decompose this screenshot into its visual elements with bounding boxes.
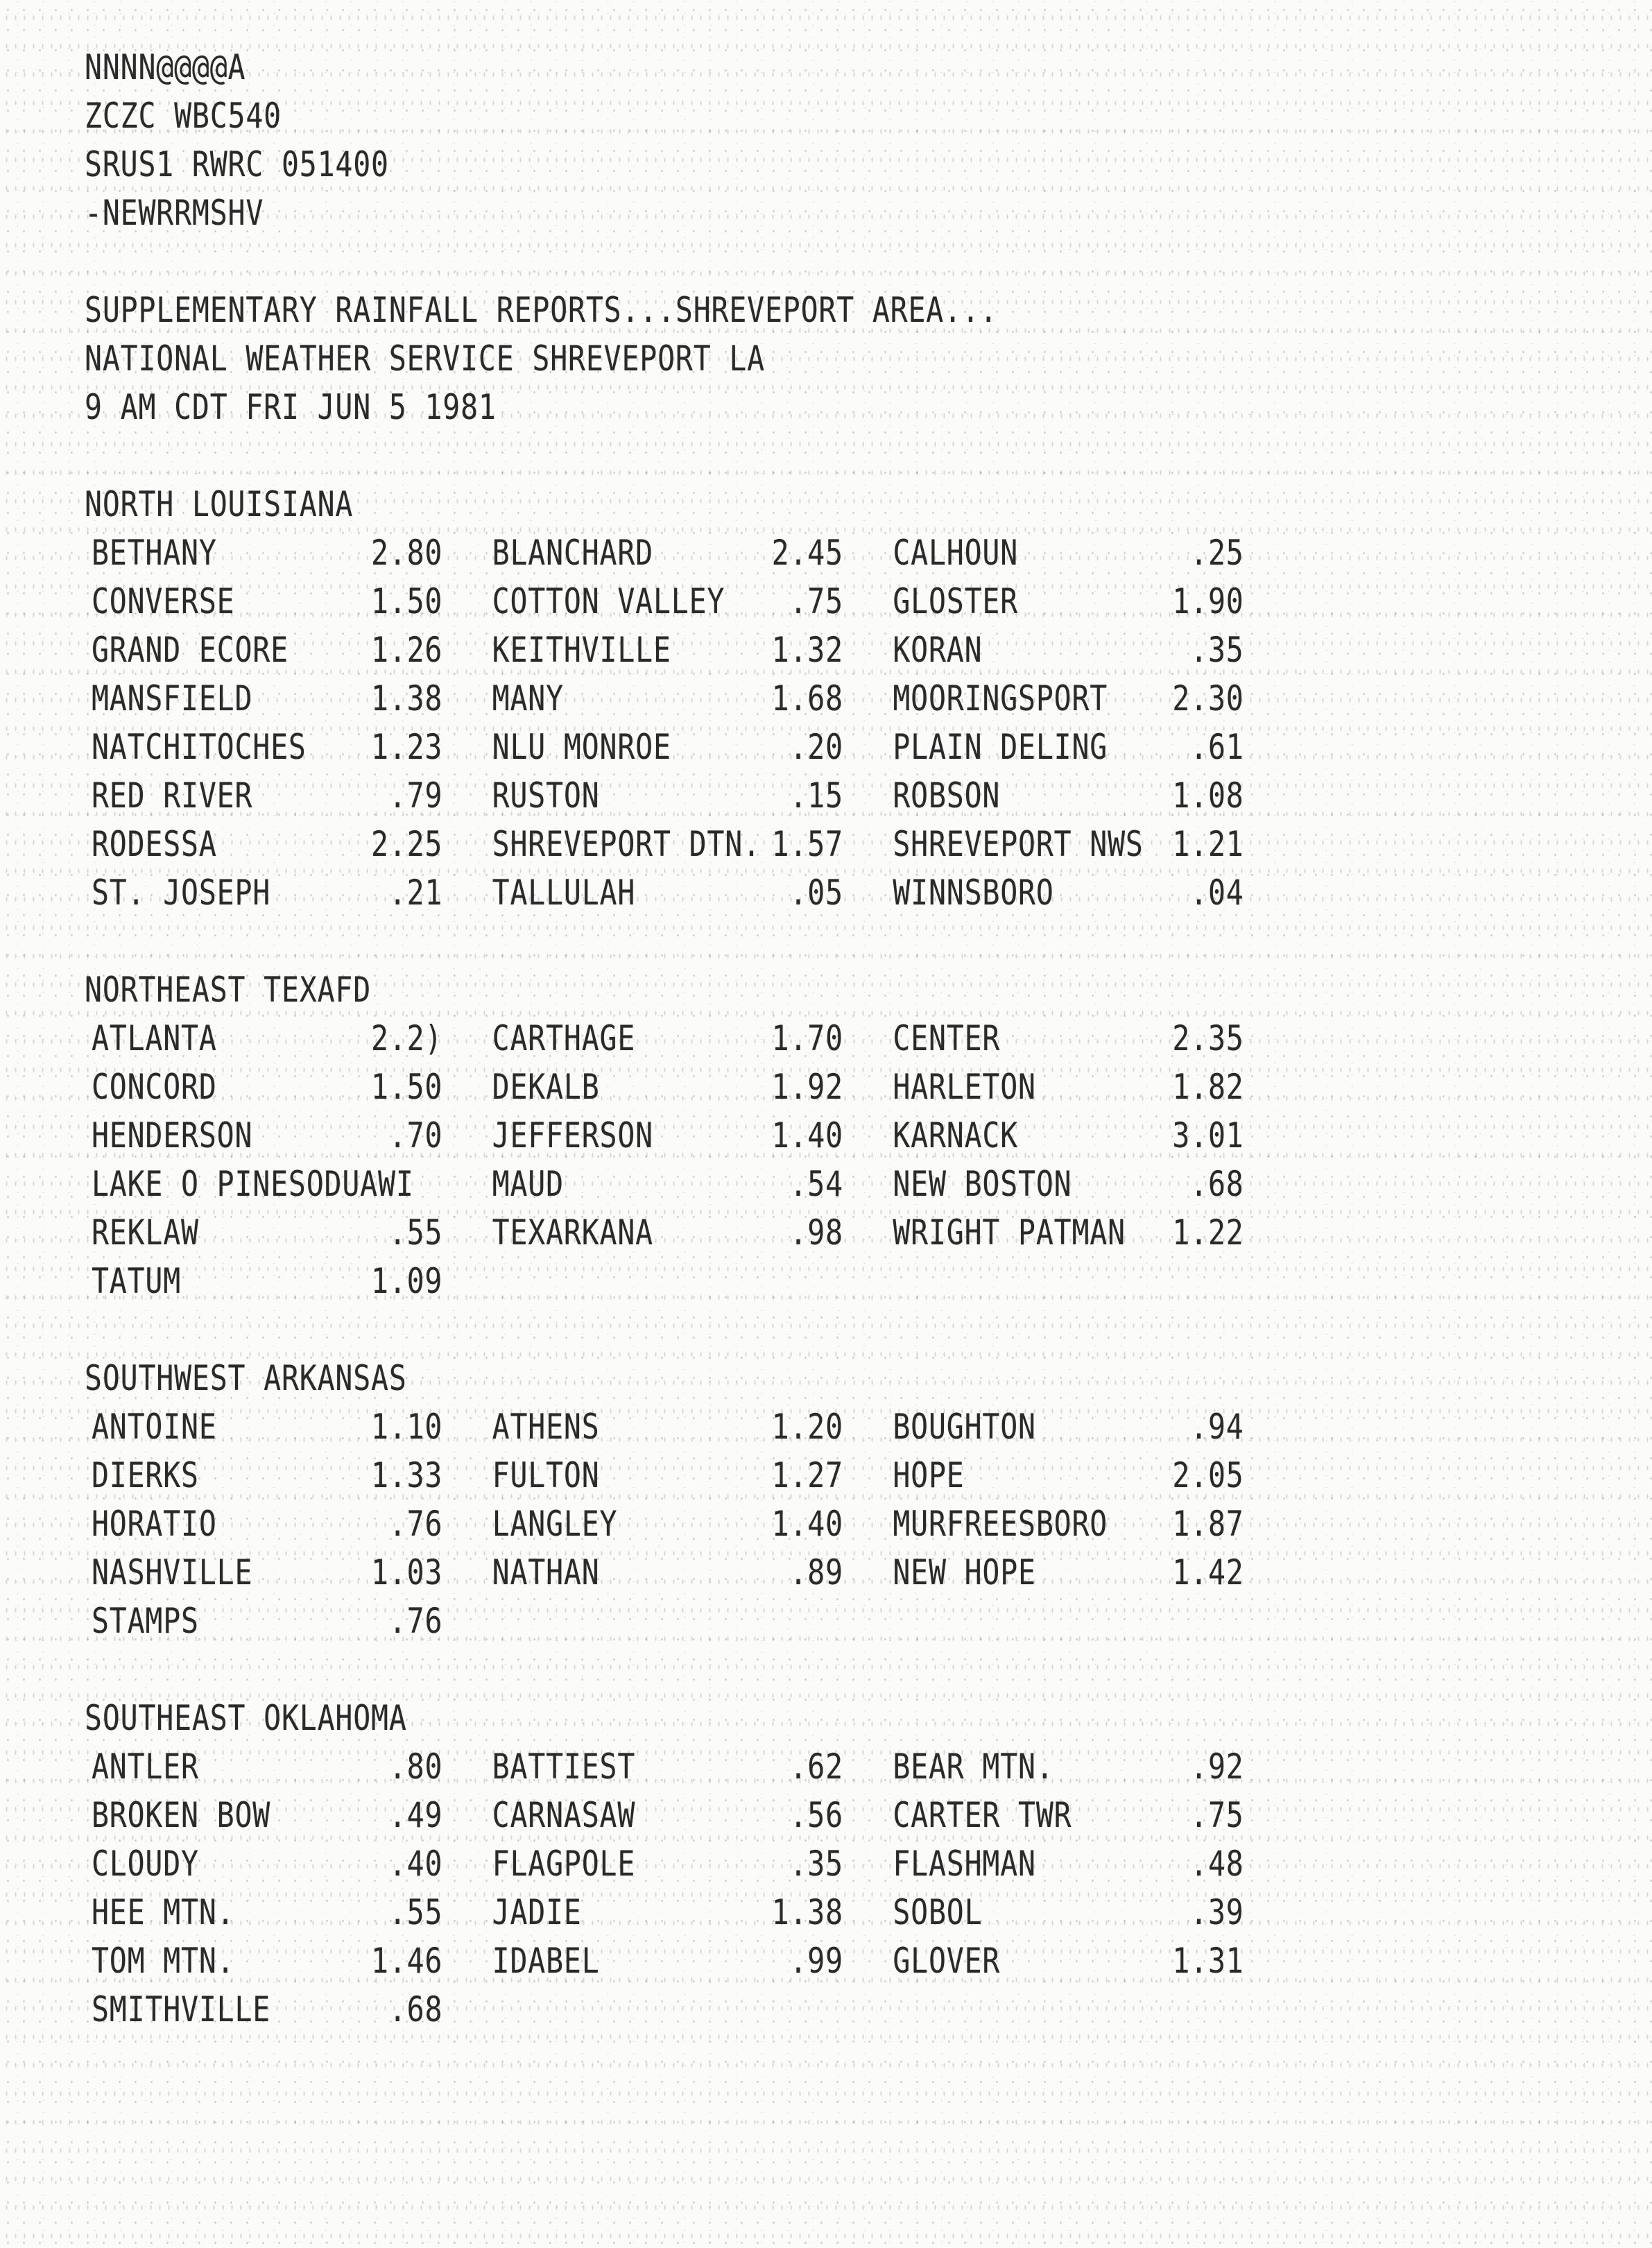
station-name: GLOVER	[893, 1941, 1001, 1981]
station-name: RODESSA	[91, 824, 217, 864]
station-name: MOORINGSPORT	[893, 678, 1108, 719]
station-row	[85, 820, 1293, 868]
rainfall-value: .48	[1190, 1844, 1244, 1884]
station-name: ATHENS	[492, 1407, 600, 1447]
station-name: BROKEN BOW	[91, 1795, 271, 1835]
rainfall-value: .89	[789, 1552, 843, 1593]
station-entry	[893, 868, 1293, 917]
station-name: HOPE	[893, 1455, 965, 1495]
station-row	[85, 1500, 1293, 1548]
station-row	[85, 1839, 1293, 1888]
station-entry	[92, 1451, 492, 1500]
station-row	[85, 1208, 1293, 1257]
region-heading: SOUTHEAST OKLAHOMA	[85, 1698, 407, 1738]
station-entry	[492, 626, 893, 674]
station-entry	[92, 1257, 512, 1305]
station-entry	[92, 1548, 492, 1597]
rainfall-value: .55	[388, 1892, 443, 1932]
rainfall-value: .55	[388, 1212, 443, 1253]
rainfall-value: 1.40	[771, 1115, 843, 1156]
rainfall-value: 1.20	[771, 1407, 843, 1447]
station-entry	[492, 674, 893, 723]
station-entry	[92, 577, 492, 626]
station-name: BLANCHARD	[492, 533, 653, 573]
station-entry	[893, 771, 1293, 820]
station-entry	[893, 723, 1293, 771]
station-row	[85, 1014, 1293, 1063]
rainfall-value: 2.25	[370, 824, 443, 864]
station-row	[85, 1791, 1293, 1839]
station-name: CALHOUN	[893, 533, 1019, 573]
report-title: SUPPLEMENTARY RAINFALL REPORTS...SHREVEPORT AREA...	[85, 290, 998, 330]
station-name: HENDERSON	[91, 1115, 253, 1156]
station-entry	[92, 1742, 492, 1791]
station-entry	[893, 820, 1293, 868]
station-entry	[492, 1888, 893, 1937]
station-name: NLU MONROE	[492, 727, 671, 767]
station-entry	[92, 1888, 492, 1937]
station-entry	[893, 1160, 1293, 1208]
rainfall-value: 1.27	[771, 1455, 843, 1495]
station-entry	[893, 577, 1293, 626]
rainfall-value: 2.2)	[370, 1018, 443, 1058]
station-name: COTTON VALLEY	[492, 581, 725, 621]
station-name: TOM MTN.	[91, 1941, 235, 1981]
station-entry	[893, 1791, 1293, 1839]
station-row	[85, 1937, 1293, 1985]
rainfall-value: 1.90	[1172, 581, 1244, 621]
station-entry	[92, 1500, 492, 1548]
station-name: JADIE	[492, 1892, 582, 1932]
station-entry	[492, 1063, 893, 1111]
station-name: CLOUDY	[91, 1844, 199, 1884]
station-name: NATCHITOCHES	[91, 727, 307, 767]
station-row	[85, 674, 1293, 723]
rainfall-value: 1.57	[771, 824, 843, 864]
rainfall-value: .21	[388, 873, 443, 913]
rainfall-value: 1.31	[1172, 1941, 1244, 1981]
rainfall-value: .80	[388, 1747, 443, 1787]
station-entry	[92, 1111, 492, 1160]
station-name: SHREVEPORT NWS	[893, 824, 1144, 864]
station-name: LANGLEY	[492, 1504, 618, 1544]
rainfall-value: .62	[789, 1747, 843, 1787]
station-name: PLAIN DELING	[893, 727, 1108, 767]
station-row	[85, 1742, 1293, 1791]
rainfall-report	[85, 43, 1293, 2034]
rainfall-value: .20	[789, 727, 843, 767]
station-name: WINNSBORO	[893, 873, 1054, 913]
station-name: NATHAN	[492, 1552, 600, 1593]
station-name: SHREVEPORT DTN.	[492, 824, 761, 864]
station-row	[85, 1402, 1293, 1451]
rainfall-value: .25	[1190, 533, 1244, 573]
station-row	[85, 1597, 1293, 1645]
rainfall-value: .98	[789, 1212, 843, 1253]
station-entry	[92, 1597, 512, 1645]
station-entry	[92, 820, 492, 868]
station-name: BETHANY	[91, 533, 217, 573]
region-section	[85, 966, 1293, 1354]
region-heading: NORTH LOUISIANA	[85, 484, 354, 524]
rainfall-value: .75	[1190, 1795, 1244, 1835]
rainfall-value: 1.70	[771, 1018, 843, 1058]
station-entry	[492, 1937, 893, 1985]
station-entry	[92, 674, 492, 723]
station-name: CARTHAGE	[492, 1018, 636, 1058]
region-sections	[85, 480, 1293, 2034]
station-name: HEE MTN.	[91, 1892, 235, 1932]
station-entry	[92, 529, 492, 577]
issuing-office: NATIONAL WEATHER SERVICE SHREVEPORT LA	[85, 338, 765, 379]
rainfall-value: 1.42	[1172, 1552, 1244, 1593]
station-name: BATTIEST	[492, 1747, 636, 1787]
station-entry	[492, 577, 893, 626]
station-entry	[92, 868, 492, 917]
station-name: KORAN	[893, 630, 983, 670]
station-name: IDABEL	[492, 1941, 600, 1981]
rainfall-value: 1.40	[771, 1504, 843, 1544]
station-name: CENTER	[893, 1018, 1001, 1058]
rainfall-value: .99	[789, 1941, 843, 1981]
station-name: STAMPS	[91, 1601, 199, 1641]
station-name: TATUM	[91, 1261, 182, 1301]
rainfall-value: .39	[1190, 1892, 1244, 1932]
rainfall-value: 2.30	[1172, 678, 1244, 719]
station-entry	[92, 1985, 512, 2034]
station-entry	[92, 1160, 492, 1208]
rainfall-value: .70	[388, 1115, 443, 1156]
station-entry	[893, 626, 1293, 674]
station-entry	[893, 1111, 1293, 1160]
station-entry	[92, 1402, 492, 1451]
station-entry	[92, 626, 492, 674]
header-line: -NEWRRMSHV	[85, 193, 264, 233]
rainfall-value: 1.68	[771, 678, 843, 719]
header-line: NNNN@@@@A	[85, 47, 246, 87]
rainfall-value: .49	[388, 1795, 443, 1835]
station-entry	[92, 1063, 492, 1111]
station-name: DIERKS	[91, 1455, 199, 1495]
station-row	[85, 723, 1293, 771]
station-entry	[492, 771, 893, 820]
rainfall-value: .35	[789, 1844, 843, 1884]
station-entry	[492, 1014, 893, 1063]
station-entry	[893, 529, 1293, 577]
station-entry	[492, 1742, 893, 1791]
station-row	[85, 1257, 1293, 1305]
station-name: CARNASAW	[492, 1795, 636, 1835]
station-name: BOUGHTON	[893, 1407, 1036, 1447]
station-name: TEXARKANA	[492, 1212, 653, 1253]
station-name: WRIGHT PATMAN	[893, 1212, 1126, 1253]
rainfall-value: .94	[1190, 1407, 1244, 1447]
rainfall-value: .35	[1190, 630, 1244, 670]
rainfall-value: 1.87	[1172, 1504, 1244, 1544]
rainfall-value: 3.01	[1172, 1115, 1244, 1156]
station-entry	[492, 1839, 893, 1888]
station-name: GRAND ECORE	[91, 630, 289, 670]
station-row	[85, 529, 1293, 577]
station-row	[85, 577, 1293, 626]
rainfall-value: .54	[789, 1164, 843, 1204]
station-name: GLOSTER	[893, 581, 1019, 621]
station-name: LAKE O PINESODUAWI	[91, 1164, 414, 1204]
station-name: KARNACK	[893, 1115, 1019, 1156]
station-name: SMITHVILLE	[91, 1989, 271, 2030]
station-entry	[92, 1208, 492, 1257]
station-entry	[492, 1791, 893, 1839]
rainfall-value: 2.45	[771, 533, 843, 573]
station-entry	[893, 1548, 1293, 1597]
station-name: RED RIVER	[91, 775, 253, 816]
station-name: KEITHVILLE	[492, 630, 671, 670]
rainfall-value: .76	[388, 1504, 443, 1544]
region-section	[85, 480, 1293, 966]
rainfall-value: 1.50	[370, 581, 443, 621]
station-name: HORATIO	[91, 1504, 217, 1544]
station-name: MURFREESBORO	[893, 1504, 1108, 1544]
rainfall-value: 1.33	[370, 1455, 443, 1495]
rainfall-value: 1.10	[370, 1407, 443, 1447]
rainfall-value: .79	[388, 775, 443, 816]
rainfall-value: 1.26	[370, 630, 443, 670]
station-name: CONVERSE	[91, 581, 235, 621]
station-name: DEKALB	[492, 1067, 600, 1107]
rainfall-value: 1.82	[1172, 1067, 1244, 1107]
region-section	[85, 1694, 1293, 2034]
station-name: FLAGPOLE	[492, 1844, 636, 1884]
rainfall-value: 1.08	[1172, 775, 1244, 816]
station-name: ATLANTA	[91, 1018, 217, 1058]
station-name: ROBSON	[893, 775, 1001, 816]
station-name: MANY	[492, 678, 564, 719]
station-entry	[492, 1208, 893, 1257]
rainfall-value: .15	[789, 775, 843, 816]
rainfall-value: 1.32	[771, 630, 843, 670]
station-row	[85, 1063, 1293, 1111]
station-row	[85, 626, 1293, 674]
station-name: ANTOINE	[91, 1407, 217, 1447]
rainfall-value: 2.80	[370, 533, 443, 573]
station-row	[85, 1111, 1293, 1160]
station-name: NASHVILLE	[91, 1552, 253, 1593]
rainfall-value: 1.38	[771, 1892, 843, 1932]
station-name: ST. JOSEPH	[91, 873, 271, 913]
rainfall-value: .61	[1190, 727, 1244, 767]
rainfall-value: .68	[388, 1989, 443, 2030]
spacer	[85, 431, 1293, 480]
station-name: CARTER TWR	[893, 1795, 1072, 1835]
station-row	[85, 868, 1293, 917]
station-entry	[492, 1548, 893, 1597]
station-entry	[92, 771, 492, 820]
station-entry	[893, 1451, 1293, 1500]
rainfall-value: .68	[1190, 1164, 1244, 1204]
rainfall-value: 1.50	[370, 1067, 443, 1107]
station-row	[85, 771, 1293, 820]
rainfall-value: 1.21	[1172, 824, 1244, 864]
station-row	[85, 1451, 1293, 1500]
station-entry	[893, 1742, 1293, 1791]
station-entry	[893, 1937, 1293, 1985]
station-entry	[492, 1111, 893, 1160]
rainfall-value: .04	[1190, 873, 1244, 913]
station-name: MANSFIELD	[91, 678, 253, 719]
station-row	[85, 1888, 1293, 1937]
rainfall-value: 1.09	[370, 1261, 443, 1301]
rainfall-value: .75	[789, 581, 843, 621]
station-name: BEAR MTN.	[893, 1747, 1054, 1787]
spacer	[85, 1645, 1293, 1694]
header-line: SRUS1 RWRC 051400	[85, 144, 389, 185]
rainfall-value: .40	[388, 1844, 443, 1884]
station-entry	[893, 1063, 1293, 1111]
station-name: NEW BOSTON	[893, 1164, 1072, 1204]
station-row	[85, 1985, 1293, 2034]
rainfall-value: .56	[789, 1795, 843, 1835]
region-heading: NORTHEAST TEXAFD	[85, 970, 372, 1010]
station-name: FLASHMAN	[893, 1844, 1036, 1884]
station-name: RUSTON	[492, 775, 600, 816]
header-line: ZCZC WBC540	[85, 96, 282, 136]
spacer	[85, 917, 1293, 966]
station-entry	[492, 723, 893, 771]
station-entry	[92, 1839, 492, 1888]
rainfall-value: 1.38	[370, 678, 443, 719]
station-name: REKLAW	[91, 1212, 199, 1253]
station-name: HARLETON	[893, 1067, 1036, 1107]
station-entry	[492, 820, 893, 868]
rainfall-value: 1.03	[370, 1552, 443, 1593]
station-entry	[893, 1888, 1293, 1937]
rainfall-value: .05	[789, 873, 843, 913]
station-entry	[893, 1402, 1293, 1451]
station-name: ANTLER	[91, 1747, 199, 1787]
station-name: SOBOL	[893, 1892, 983, 1932]
station-entry	[893, 1839, 1293, 1888]
station-row	[85, 1160, 1293, 1208]
spacer	[85, 1305, 1293, 1354]
issue-time: 9 AM CDT FRI JUN 5 1981	[85, 387, 497, 427]
station-entry	[92, 723, 492, 771]
station-entry	[492, 1500, 893, 1548]
station-name: NEW HOPE	[893, 1552, 1036, 1593]
region-section	[85, 1354, 1293, 1694]
station-name: MAUD	[492, 1164, 564, 1204]
rainfall-value: 1.92	[771, 1067, 843, 1107]
spacer	[85, 237, 1293, 286]
station-entry	[893, 1500, 1293, 1548]
rainfall-value: 1.23	[370, 727, 443, 767]
station-row	[85, 1548, 1293, 1597]
rainfall-value: .92	[1190, 1747, 1244, 1787]
station-entry	[893, 1208, 1293, 1257]
station-name: FULTON	[492, 1455, 600, 1495]
rainfall-value: .76	[388, 1601, 443, 1641]
rainfall-value: 1.46	[370, 1941, 443, 1981]
region-heading: SOUTHWEST ARKANSAS	[85, 1358, 407, 1398]
station-entry	[492, 1160, 893, 1208]
station-name: CONCORD	[91, 1067, 217, 1107]
station-entry	[893, 674, 1293, 723]
station-entry	[492, 529, 893, 577]
station-entry	[492, 868, 893, 917]
station-entry	[893, 1014, 1293, 1063]
station-name: TALLULAH	[492, 873, 636, 913]
rainfall-value: 1.22	[1172, 1212, 1244, 1253]
station-entry	[92, 1014, 492, 1063]
rainfall-value: 2.35	[1172, 1018, 1244, 1058]
station-name: JEFFERSON	[492, 1115, 653, 1156]
station-entry	[92, 1937, 492, 1985]
station-entry	[492, 1402, 893, 1451]
station-entry	[492, 1451, 893, 1500]
rainfall-value: 2.05	[1172, 1455, 1244, 1495]
station-entry	[92, 1791, 492, 1839]
